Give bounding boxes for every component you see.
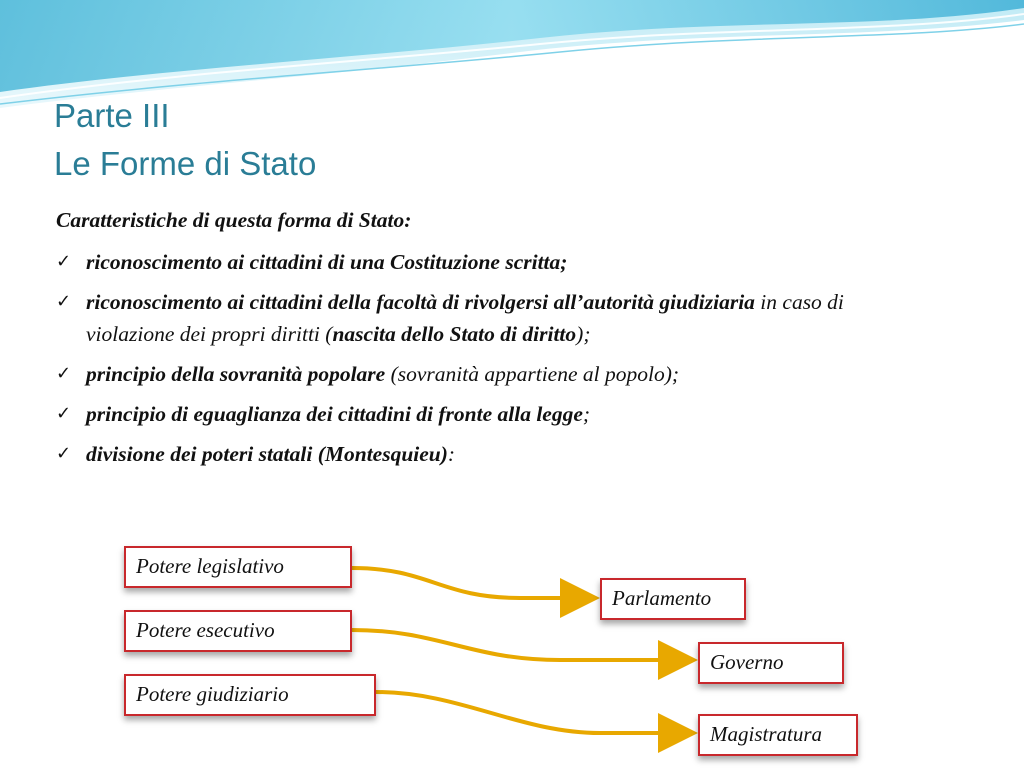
bullet-item xyxy=(56,286,936,350)
organ-label: Governo xyxy=(710,650,784,674)
bullet-text: ); xyxy=(576,322,591,346)
arrow-legislativo-parlamento xyxy=(352,568,592,598)
power-label: Potere giudiziario xyxy=(136,682,289,706)
checkmark-icon: ✓ xyxy=(56,443,72,464)
bullet-text: ; xyxy=(582,402,591,426)
power-label: Potere legislativo xyxy=(136,554,284,578)
organ-box-governo xyxy=(698,642,844,684)
arrow-esecutivo-governo xyxy=(352,630,690,660)
bullet-item xyxy=(56,438,936,470)
title-line-2: Le Forme di Stato xyxy=(54,145,317,182)
bullet-text: (sovranità appartiene al popolo); xyxy=(385,362,680,386)
organ-label: Parlamento xyxy=(612,586,712,610)
organ-box-parlamento xyxy=(600,578,746,620)
power-box-legislativo xyxy=(124,546,352,588)
bullet-item xyxy=(56,398,936,430)
bullet-text: : xyxy=(447,442,456,466)
bullet-bold-text: riconoscimento ai cittadini della facoltà di rivolgersi all’autorità giudiziaria xyxy=(86,290,755,314)
bullet-item xyxy=(56,246,936,278)
power-box-esecutivo xyxy=(124,610,352,652)
slide-title xyxy=(54,92,316,188)
bullet-text: in caso di violazione dei propri diritti ( xyxy=(86,290,844,346)
bullet-item xyxy=(56,358,936,390)
checkmark-icon: ✓ xyxy=(56,363,72,384)
intro-text: Caratteristiche di questa forma di Stato: xyxy=(56,208,412,232)
characteristics-list xyxy=(56,246,936,478)
organ-box-magistratura xyxy=(698,714,858,756)
checkmark-icon: ✓ xyxy=(56,251,72,272)
bullet-bold-text: riconoscimento ai cittadini di una Costituzione scritta; xyxy=(86,250,568,274)
organ-label: Magistratura xyxy=(710,722,823,746)
title-line-1: Parte III xyxy=(54,97,170,134)
power-label: Potere esecutivo xyxy=(136,618,275,642)
bullet-bold-text: divisione dei poteri statali (Montesquieu) xyxy=(86,442,448,466)
bullet-bold-text: principio della sovranità popolare xyxy=(86,362,386,386)
arrow-giudiziario-magistratura xyxy=(376,692,690,733)
checkmark-icon: ✓ xyxy=(56,291,72,312)
bullet-bold-text: nascita dello Stato di diritto xyxy=(332,322,577,346)
power-box-giudiziario xyxy=(124,674,376,716)
bullet-bold-text: principio di eguaglianza dei cittadini di fronte alla legge xyxy=(86,402,583,426)
checkmark-icon: ✓ xyxy=(56,403,72,424)
